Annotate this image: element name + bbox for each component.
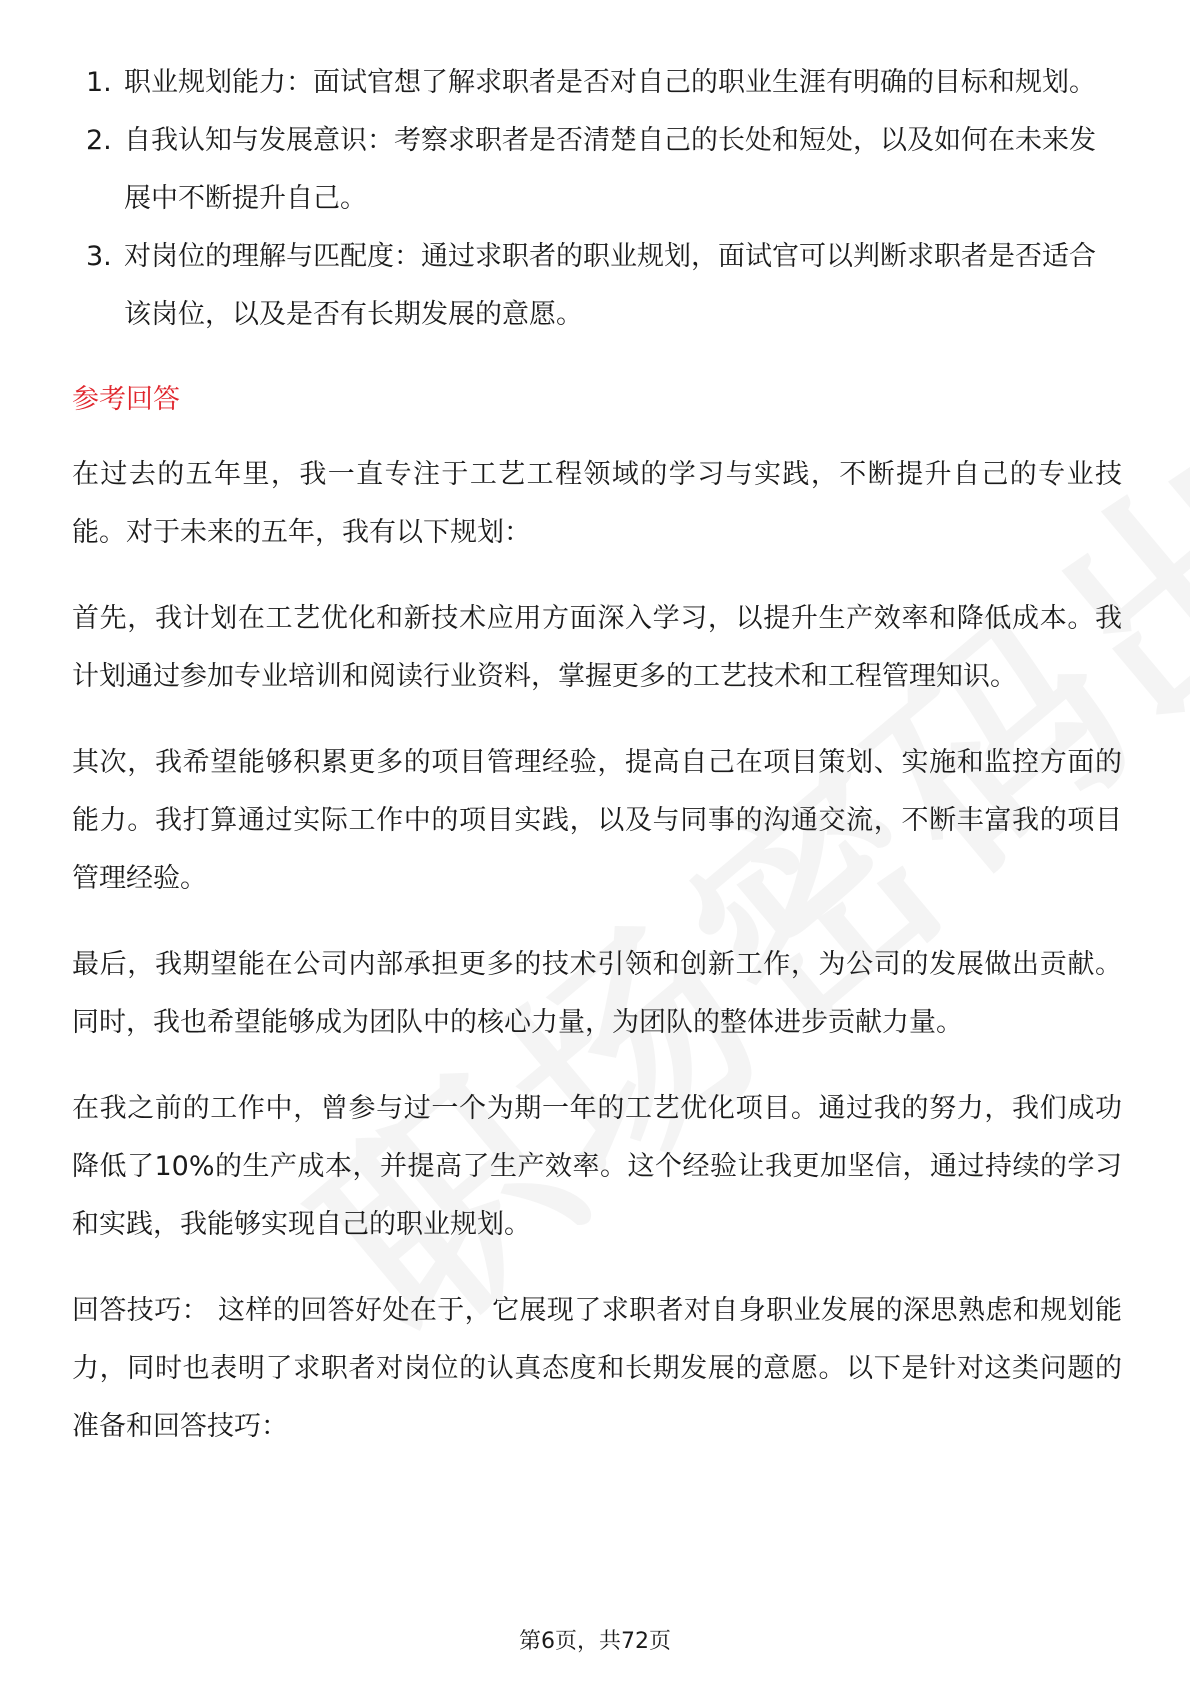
paragraph: 最后，我期望能在公司内部承担更多的技术引领和创新工作，为公司的发展做出贡献。同时，我也希望能够成为团队中的核心力量，为团队的整体进步贡献力量。 [72, 949, 1122, 1038]
list-item-number: 1. [86, 67, 112, 98]
list-item [72, 112, 1122, 228]
list-item-number: 2. [86, 125, 112, 156]
page-footer: 第6页，共72页 [519, 1629, 671, 1654]
paragraph: 在过去的五年里，我一直专注于工艺工程领域的学习与实践，不断提升自己的专业技能。对于未来的五年，我有以下规划： [72, 459, 1122, 548]
page-content [72, 54, 1122, 1484]
list-item-text: 自我认知与发展意识：考察求职者是否清楚自己的长处和短处，以及如何在未来发展中不断提升自己。 [124, 125, 1096, 214]
numbered-list [72, 54, 1122, 344]
list-item-number: 3. [86, 241, 112, 272]
section-title: 参考回答 [72, 384, 180, 415]
list-item [72, 228, 1122, 344]
paragraph: 其次，我希望能够积累更多的项目管理经验，提高自己在项目策划、实施和监控方面的能力。我打算通过实际工作中的项目实践，以及与同事的沟通交流，不断丰富我的项目管理经验。 [72, 747, 1122, 894]
paragraph: 首先，我计划在工艺优化和新技术应用方面深入学习，以提升生产效率和降低成本。我计划通过参加专业培训和阅读行业资料，掌握更多的工艺技术和工程管理知识。 [72, 603, 1122, 692]
list-item-text: 对岗位的理解与匹配度：通过求职者的职业规划，面试官可以判断求职者是否适合该岗位，以及是否有长期发展的意愿。 [124, 241, 1096, 330]
list-item-text: 职业规划能力：面试官想了解求职者是否对自己的职业生涯有明确的目标和规划。 [124, 67, 1096, 98]
paragraph: 在我之前的工作中，曾参与过一个为期一年的工艺优化项目。通过我的努力，我们成功降低了10%的生产成本，并提高了生产效率。这个经验让我更加坚信，通过持续的学习和实践，我能够实现自己的职业规划。 [72, 1093, 1122, 1240]
paragraph: 回答技巧： 这样的回答好处在于，它展现了求职者对自身职业发展的深思熟虑和规划能力，同时也表明了求职者对岗位的认真态度和长期发展的意愿。以下是针对这类问题的准备和回答技巧： [72, 1295, 1122, 1442]
list-item [72, 54, 1122, 112]
